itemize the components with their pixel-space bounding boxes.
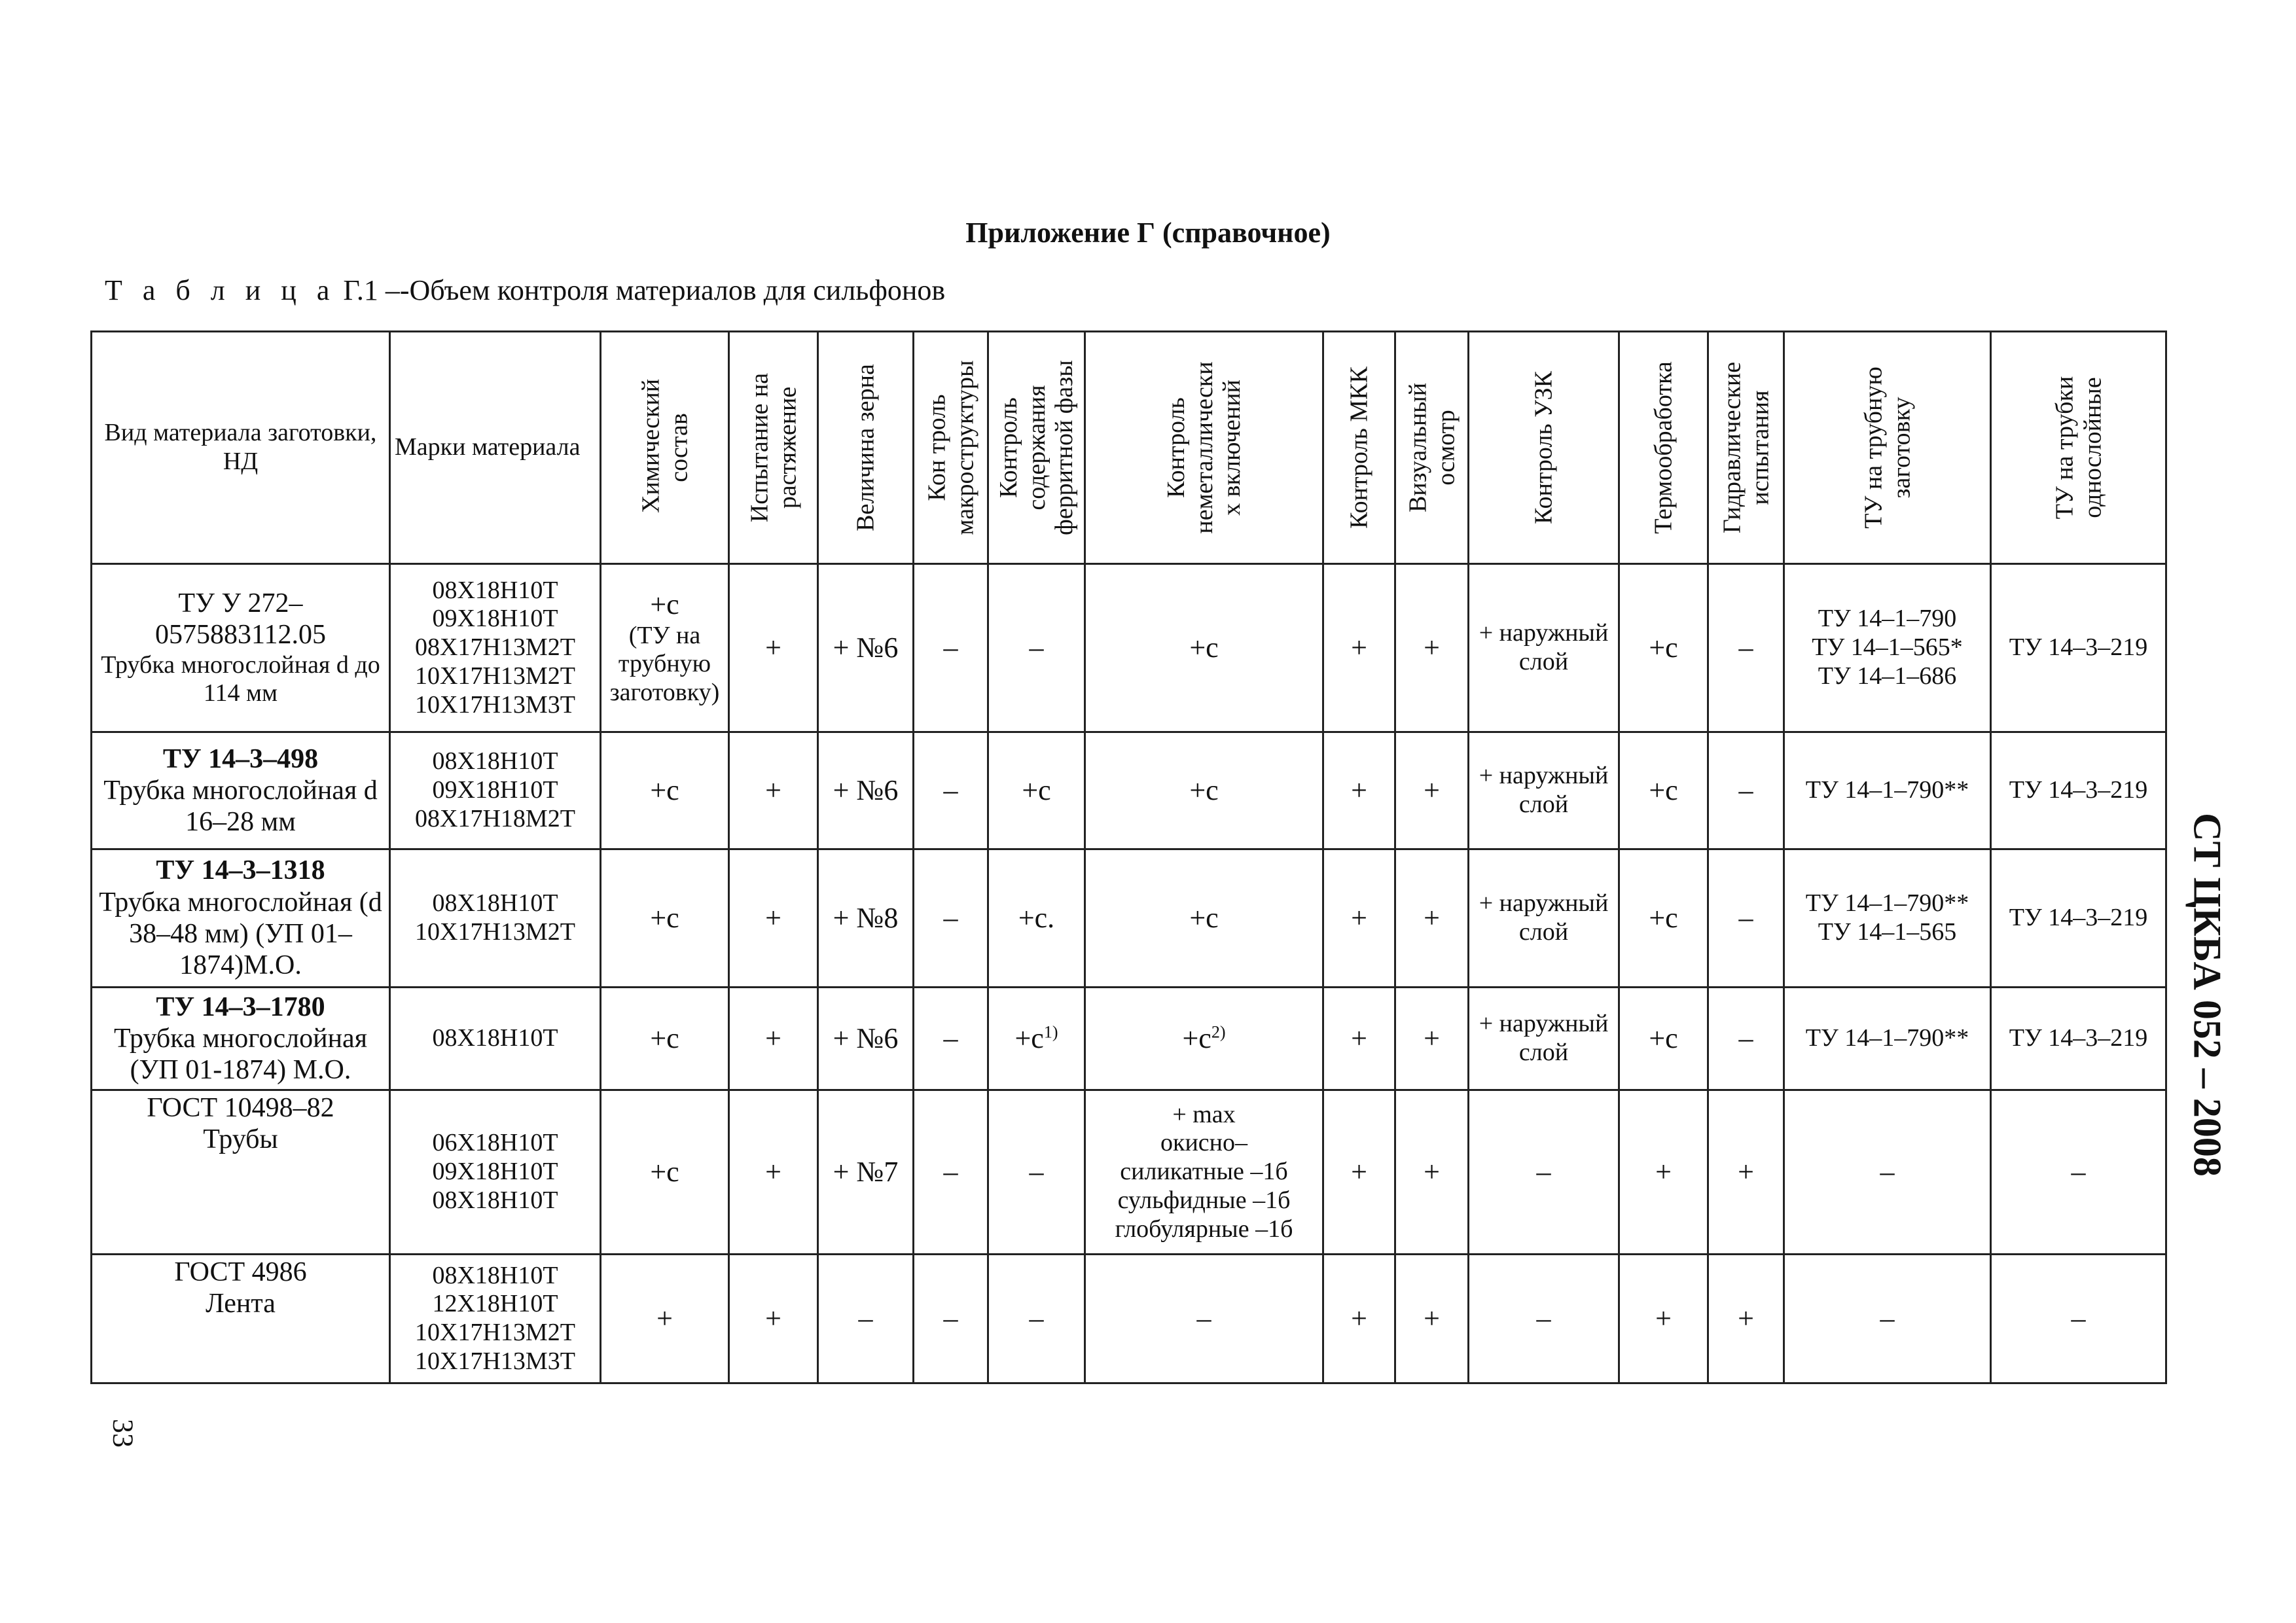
cell-uzk: + наружный слой [1469,564,1619,732]
cell-tu-single: ТУ 14–3–219 [1991,849,2166,988]
header-chem: Химический состав [601,332,729,564]
cell-heat: + [1619,1090,1708,1255]
cell-tu-blank: ТУ 14–1–790** [1784,732,1991,849]
cell-macro: – [914,849,988,988]
cell-heat: + [1619,1255,1708,1383]
header-mkk: Контроль МКК [1323,332,1395,564]
header-heat: Термообработка [1619,332,1708,564]
cell-visual: + [1395,1090,1469,1255]
cell-tensile: + [729,988,818,1090]
table-row [92,732,2166,849]
cell-ferrite: $+с^{1)}$ [988,988,1085,1090]
header-ferrite: Контроль содержания ферритной фазы [988,332,1085,564]
cell-grades: 08Х18Н10Т 10Х17Н13М2Т [390,849,601,988]
cell-nd: ГОСТ 10498–82 Трубы [92,1090,390,1255]
cell-nd: ТУ 14–3–1780 Трубка многослойная (УП 01-1874) М.О. [92,988,390,1090]
cell-mkk: + [1323,564,1395,732]
caption-text: –-Объем контроля материалов для сильфонов [378,274,946,306]
cell-uzk: + наружный слой [1469,988,1619,1090]
table-row [92,564,2166,732]
cell-ferrite: +с. [988,849,1085,988]
cell-tensile: + [729,564,818,732]
cell-visual: + [1395,732,1469,849]
caption-number: Г.1 [343,274,378,306]
document-designation: СТ ЦКБА 052 – 2008 [2185,813,2229,1177]
table-caption [105,274,945,307]
cell-grain: + №6 [818,564,914,732]
cell-chem: +с [601,732,729,849]
cell-chem: +с [601,1090,729,1255]
cell-tu-blank: ТУ 14–1–790** [1784,988,1991,1090]
cell-macro: – [914,732,988,849]
header-tensile: Испытание на растяжение [729,332,818,564]
header-tu-single: ТУ на трубки однослойные [1991,332,2166,564]
cell-grain: + №8 [818,849,914,988]
cell-grades: 08Х18Н10Т 09Х18Н10Т 08Х17Н13М2Т 10Х17Н13М2Т 10Х17Н13М3Т [390,564,601,732]
cell-macro: – [914,988,988,1090]
cell-heat: +с [1619,732,1708,849]
page-number: 33 [107,1419,139,1448]
cell-visual: + [1395,849,1469,988]
cell-chem: +с (ТУ на трубную заготовку) [601,564,729,732]
caption-prefix: Т а б л и ц а [105,274,336,306]
cell-nonmetal: +с [1085,849,1323,988]
cell-hydro: – [1708,849,1784,988]
cell-grades: 06Х18Н10Т 09Х18Н10Т 08Х18Н10Т [390,1090,601,1255]
header-nonmetal: Контроль неметаллически х включений [1085,332,1323,564]
cell-grain: + №6 [818,732,914,849]
table-row [92,849,2166,988]
cell-mkk: + [1323,1090,1395,1255]
cell-mkk: + [1323,988,1395,1090]
cell-nd: ГОСТ 4986 Лента [92,1255,390,1383]
cell-heat: +с [1619,849,1708,988]
cell-macro: – [914,1255,988,1383]
cell-heat: +с [1619,564,1708,732]
cell-tensile: + [729,1255,818,1383]
table-row [92,1255,2166,1383]
cell-uzk: + наружный слой [1469,732,1619,849]
cell-heat: +с [1619,988,1708,1090]
cell-visual: + [1395,564,1469,732]
cell-chem: + [601,1255,729,1383]
cell-uzk: – [1469,1090,1619,1255]
cell-tu-single: – [1991,1255,2166,1383]
cell-nd: ТУ У 272–0575883112.05 Трубка многослойная d до 114 мм [92,564,390,732]
cell-grain: – [818,1255,914,1383]
cell-grain: + №6 [818,988,914,1090]
cell-uzk: + наружный слой [1469,849,1619,988]
cell-hydro: + [1708,1090,1784,1255]
cell-tensile: + [729,1090,818,1255]
cell-tu-single: ТУ 14–3–219 [1991,988,2166,1090]
cell-macro: – [914,564,988,732]
cell-hydro: – [1708,732,1784,849]
cell-nonmetal: + max окисно– силикатные –1б сульфидные –1б глобулярные –1б [1085,1090,1323,1255]
cell-nonmetal: +с [1085,564,1323,732]
cell-tu-single: – [1991,1090,2166,1255]
cell-visual: + [1395,1255,1469,1383]
cell-nonmetal: – [1085,1255,1323,1383]
cell-tu-single: ТУ 14–3–219 [1991,564,2166,732]
cell-ferrite: +с [988,732,1085,849]
cell-macro: – [914,1090,988,1255]
header-tu-blank: ТУ на трубную заготовку [1784,332,1991,564]
cell-nd: ТУ 14–3–1318 Трубка многослойная (d 38–48 мм) (УП 01–1874)М.О. [92,849,390,988]
cell-tu-blank: – [1784,1090,1991,1255]
cell-hydro: – [1708,564,1784,732]
cell-visual: + [1395,988,1469,1090]
cell-grades: 08Х18Н10Т 09Х18Н10Т 08Х17Н18М2Т [390,732,601,849]
cell-ferrite: – [988,1255,1085,1383]
header-hydro: Гидравлические испытания [1708,332,1784,564]
cell-tensile: + [729,732,818,849]
cell-mkk: + [1323,849,1395,988]
cell-hydro: – [1708,988,1784,1090]
cell-ferrite: – [988,1090,1085,1255]
cell-chem: +с [601,849,729,988]
header-row [92,332,2166,564]
cell-grades: 08Х18Н10Т 12Х18Н10Т 10Х17Н13М2Т 10Х17Н13М3Т [390,1255,601,1383]
cell-mkk: + [1323,732,1395,849]
cell-ferrite: – [988,564,1085,732]
cell-tensile: + [729,849,818,988]
control-table [90,330,2167,1384]
cell-nonmetal: +с [1085,732,1323,849]
header-uzk: Контроль УЗК [1469,332,1619,564]
cell-tu-blank: – [1784,1255,1991,1383]
header-macro: Кон троль макроструктуры [914,332,988,564]
cell-tu-blank: ТУ 14–1–790** ТУ 14–1–565 [1784,849,1991,988]
cell-grades: 08Х18Н10Т [390,988,601,1090]
header-visual: Визуальный осмотр [1395,332,1469,564]
cell-tu-blank: ТУ 14–1–790 ТУ 14–1–565* ТУ 14–1–686 [1784,564,1991,732]
table-row [92,988,2166,1090]
header-grain: Величина зерна [818,332,914,564]
table-row [92,1090,2166,1255]
cell-hydro: + [1708,1255,1784,1383]
cell-chem: +с [601,988,729,1090]
cell-nonmetal: $+с^{2)}$ [1085,988,1323,1090]
cell-mkk: + [1323,1255,1395,1383]
appendix-title: Приложение Г (справочное) [965,217,1331,249]
cell-tu-single: ТУ 14–3–219 [1991,732,2166,849]
cell-grain: + №7 [818,1090,914,1255]
cell-nd: ТУ 14–3–498 Трубка многослойная d 16–28 мм [92,732,390,849]
header-grades: Марки материала [390,332,601,564]
cell-uzk: – [1469,1255,1619,1383]
header-type: Вид материала заготовки, НД [92,332,390,564]
